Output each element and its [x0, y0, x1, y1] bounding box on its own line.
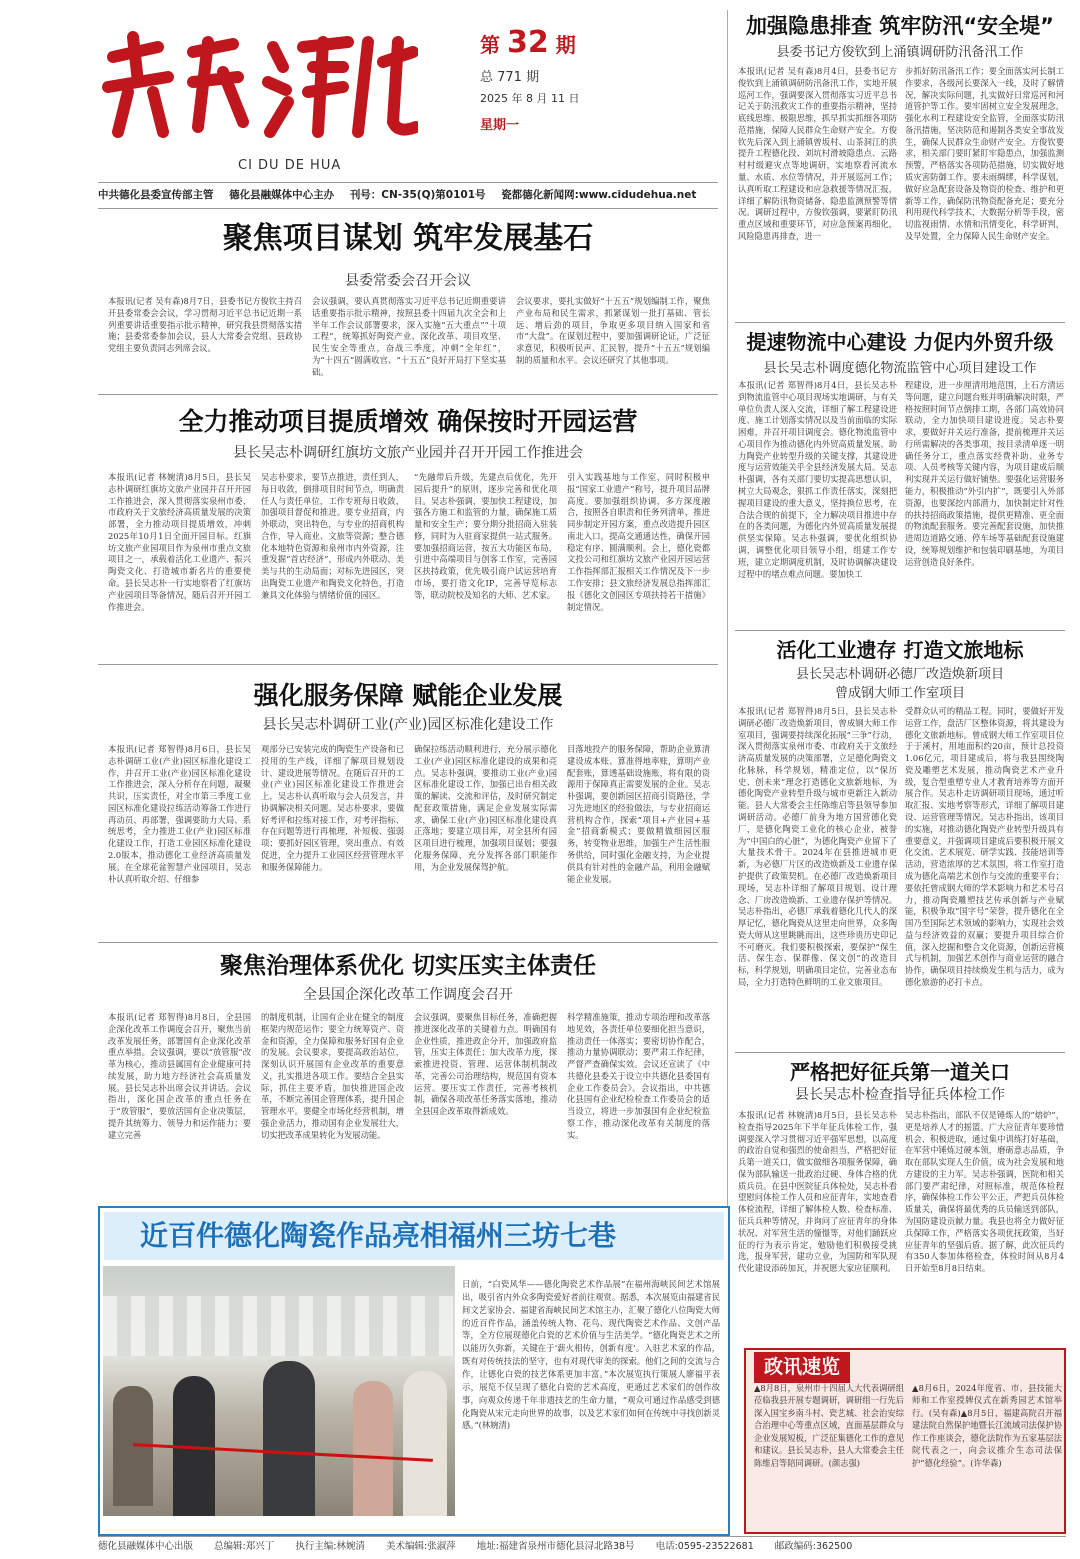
footer [98, 1540, 1058, 1553]
divider [98, 182, 718, 183]
article-r2-col: 程建设，进一步厘清用地范围，上石方清运等问题，建立问题台账并明确解决时限，严格按照时间节点倒排工期，各部门高效协同联动，全力加快项目建设进度。吴志朴要求，要做好并关运行准备，提前梳理并关运行所需解决的各类事项，按目录清单逐一明确任务分工，重点落实经费补助、业务专项、人员考核等关键内容，为项目建成后顺利实现并关运行做好铺垫。要强化运营服务能力，积极推动“外引内扩”，既要引入外部资源，也要深挖内部潜力，加快制定针对性的扶持招商政策措施，提供更精准、更全面的物流配套服务。要完善配套设施，加快推进周边道路交通、停车场等基础配套设施建设，统筹规划维护和包装印刷基地，为项目运营创造良好条件。 [905, 380, 1064, 567]
article-a1-col: 会议强调，要认真贯彻落实习近平总书记近期重要讲话重要指示批示精神，按照县委十四届九次全会和上半年工作会议部署要求，深入实施“五大重点”“十项工程”，统筹抓好陶瓷产业、深化改革、项目攻坚、民生安全等重点，奋战三季度，冲刺“全年红”，为“十四五”圆满收官、“十五五”良好开局打下坚实基础。 [312, 296, 506, 377]
article-r3-col: 受群众认可的精品工程。同时，要做好开发运营工作，盘活厂区整体资源，将其建设为德化文旅新地标。曾成钢大师工作室项目位于于溪村，用地面积约20亩，预计总投资1.06亿元，项目建成后，将与我县围绕陶瓷及雕塑艺术发展，推动陶瓷艺术产业升级，复合型重塑专业人才教育培养等方面开展合作。吴志朴走访调研项目现场，通过听取汇报、实地考察等形式，详细了解项目建设、运营管理等情况。吴志朴指出，该项目的实施，对推动德化陶瓷产业转型升级具有重要意义，并强调项目建成后要积极开展文化交流、艺术展览、研学实践、技能培训等活动，营造浓厚的艺术氛围，将工作室打造成为德化高端艺术创作与交流的重要平台；要依托曾成钢大师的学术影响力和艺术号召力，推动陶瓷雕塑技艺传承创新与产业赋能，积极争取“国字号”荣誉，提升德化在全国乃至国际艺术领域的影响力，实现社会效益与经济效益的双赢；要提升项目综合价值，深入挖掘和整合文化资源，创新运营模式与机制，加强艺术创作与商业运营的融合协作，确保项目持续焕发生机与活力，成为德化旅游的必打卡点。 [905, 706, 1064, 987]
feature-banner-title: 近百件德化陶瓷作品亮相福州三坊七巷 [104, 1212, 724, 1260]
news-flash-right: ▲8月6日，2024年度省、市、县技能大师和工作室授牌仪式在新秀园艺术馆举行。(吴有森)▲8月5日，福建高院召开福建法院自然保护地暨长江流域司法保护协作工作座谈会，德化法院作为五家基层法院代表之一，向会议推介生态司法保护“德化经验”。(许华森) [912, 1383, 1062, 1468]
footer-chief-editor: 总编辑:郑兴丁 [214, 1541, 275, 1552]
article-a4-col: 会议强调，要聚焦目标任务，准确把握推进深化改革的关键着力点。明确国有企业性质，推进政企分开，加强政府监管，压实主体责任；加大改革力度，探索推进投资、管理、运营体制机制改革，完善公司治理结构，规范国有资本运营。要压实工作责任，完善考核机制，确保各项改革任务落实落地，推动全县国企改革取得新成效。 [414, 1012, 557, 1117]
issue-number: 第 32 期 [480, 25, 576, 60]
issue-date: 2025 年 8 月 11 日 [480, 92, 580, 106]
visitor-figure [403, 1371, 447, 1516]
visitor-figure [353, 1381, 393, 1516]
article-r4-col: 本报讯(记者 林婉清)8月5日，县长吴志朴检查指导2025年下半年征兵体检工作，强调要深入学习贯彻习近平强军思想，以高度的政治自觉和强烈的使命担当，严格把好征兵第一道关口，做实做细各项服务保障，确保为部队输送一批政治过硬、身体合格的优质兵员。在县中医院征兵体检处，吴志朴看望慰问体检工作人员和应征青年，实地查看体检流程，详细了解体检人数、检查标准、征兵兵种等情况，并询问了应征青年的身体状况、对军营生活的憧憬等，对他们踊跃应征的行为表示肯定，勉励他们积极接受挑选，报身军营，建功立业，为国防和军队现代化建设添砖加瓦，并祝愿大家应征顺利。 [738, 1110, 897, 1274]
divider [735, 322, 1065, 323]
headline-a1: 聚焦项目谋划 筑牢发展基石 [222, 221, 594, 256]
article-a3-col: 确保拉练活动顺利进行，充分展示德化工业(产业)园区标准化建设的成果和亮点。吴志朴强调，要推动工业(产业)园区标准化建设工作，加强已出台相关政策的解读、交流和评估，及时研究制定配套政策措施，满足企业发展实际需求，确保工业(产业)园区标准化建设真正落地；要建立项目库，对全县所有园区项目进行梳理，加强项目谋划；要强化服务保障，充分发挥各部门职能作用，为企业发展保驾护航。 [414, 744, 557, 872]
masthead-pinyin: CI DU DE HUA [238, 158, 342, 173]
article-a4-body [108, 1012, 710, 1194]
footer-art-editor: 美术编辑:张淑萍 [386, 1541, 456, 1552]
visitor-figure [263, 1361, 315, 1516]
registration-code: 刊号：CN-35(Q)第0101号 [349, 189, 486, 201]
article-a2-col: 引入实践基地与工作室，同时积极申报“国家工业遗产”称号，提升项目品牌高度。要加强组织协调，多方深度融合，按照各自职责和任务列清单，推进同步制定开园方案，重点改造提升园区南北入口，提高交通通达性，确保开园稳定有序、圆满顺利。会上，德化瓷都文投公司和红旗坊文旅产业园开园运营工作指挥部汇报相关工作情况及下一步工作安排；县文旅经济发展总指挥部汇报《德化文创园区专项扶持若干措施》制定情况。 [567, 472, 710, 612]
footer-exec-editor: 执行主编:林婉清 [295, 1541, 365, 1552]
article-a2-body [108, 472, 710, 654]
website[interactable]: 瓷都德化新闻网:www.cidudehua.net [501, 189, 697, 201]
headline-a3: 强化服务保障 赋能企业发展 [253, 681, 563, 710]
footer-telephone: 电话:0595-23522681 [655, 1541, 754, 1552]
article-r1-col: 步抓好防汛备汛工作；要全面落实河长制工作要求，各级河长要深入一线，及时了解情况，解决实际问题，扎实做好日常巡河和河道管护等工作。要牢固树立安全发展理念，强化水利工程建设安全监管，全面落实防汛备汛措施，坚决防范和遏制各类安全事故发生，确保人民群众生命财产安全。方俊钦要求，相关部门要盯紧盯牢隐患点，加强监测预警，严格落实各项防范措施，切实做好地质灾害防御工作。要未雨绸缪，科学谋划，做好应急配套设备及物资的检查、维护和更新等工作，确保防汛物资配备充足；要充分利用现代科学技术，大数据分析等手段，密切监视雨情、水情和汛情变化，科学研判，及早处置，全力保障人民生命财产安全。 [905, 66, 1064, 241]
publication-info-bar [98, 188, 718, 203]
exhibition-photo [103, 1266, 455, 1516]
article-a4-col: 的制度机制，让国有企业在健全的制度框架内规范运作；要全力统筹资产、资金和资源，全力保障和服务好国有企业的发展。会议要求，要提高政治站位，深刻认识开展国有企业改革的重要意义，扎实推进各项工作。要结合全县实际，抓住主要矛盾，加快推进国企改革，不断完善国企管理体系，提升国企管理水平。要健全市场化经营机制，增强企业活力，推动国有企业发展壮大，切实把改革成果转化为发展动能。 [261, 1012, 404, 1140]
subheadline-r3-line2: 曾成钢大师工作室项目 [834, 686, 965, 701]
article-r1-col: 本报讯(记者 吴有森)8月4日，县委书记方俊钦到上涌镇调研防汛备汛工作，实地开展巡河工作，强调要深入贯彻落实习近平总书记关于防汛救灾工作的重要指示精神，坚持底线思维、极限思维，抓早抓实抓细各项防范措施，保障人民群众生命财产安全。方俊钦先后深入到上涌镇曾坂村、山茶洞江的洪提升工程德化段、刘坑村滑坡隐患点、云路村村级避灾点等地调研，实地察看河流水量、水质、水位等情况，并开展巡河工作；认真听取工程建设和应急救援等情况汇报，详细了解防汛物资储备、隐患监测预警等情况。调研过程中，方俊钦强调，要紧盯防汛重点区域和重要环节，对应急预案再细化，风险隐患再排查，进一 [738, 66, 897, 241]
divider [98, 208, 718, 209]
news-flash-left: ▲8月8日，泉州市十四届人大代表调研组莅临我县开展专题调研，调研组一行先后深入国宝乡南斗村、瓷艺城、社会治安综合治理中心等重点区域，直面基层群众与企业发展短板，广泛征集德化工作的意见和建议。县长吴志朴，县人大常委会主任陈维启等陪同调研。(颜志强) [754, 1383, 904, 1468]
headline-a4: 聚焦治理体系优化 切实压实主体责任 [219, 953, 596, 979]
article-r1-body [738, 66, 1064, 316]
footer-zipcode: 邮政编码:362500 [774, 1541, 853, 1552]
headline-r3: 活化工业遗存 打造文旅地标 [776, 638, 1024, 662]
footer-publisher: 德化县融媒体中心出版 [98, 1541, 194, 1552]
subheadline-r4: 县长吴志朴检查指导征兵体检工作 [795, 1087, 1005, 1103]
article-a3-body [108, 744, 710, 934]
article-a2-col: 吴志朴要求，要节点推进，责任到人，每日收敛，倒排项目时间节点，明确责任人与责任单位，工作专班每日收敛，加强项目督促和推进。要专业招商，内外联动，突出特色，与专业的招商机构合作，导入商业、文旅等资源；整合德化本地特色资源和泉州市内外资源，注重发掘“首店经济”，形成内外联动、美美与共的生动局面；对标先进园区，突出陶瓷工业遗产和陶瓷文化特色，打造兼具文化体验与情绪价值的园区。 [261, 472, 404, 600]
subheadline-a1: 县委常委会召开会议 [345, 273, 471, 289]
masthead-logo [98, 22, 418, 142]
weekday: 星期一 [480, 117, 520, 133]
divider [735, 1052, 1065, 1053]
article-a2-col: “先融带后升级，先建点后优化，先开园后提升”的原则，逐步完善和优化项目。吴志朴强调，要加快工程建设，加强各方施工和监管的力量，确保施工质量和安全生产；要分期分批招商入驻装修，同时为入驻商家提供一站式服务。要加强招商运营，按五大功能区布局，引进中高端项目与创客工作室，完善园区扶持政策，优先吸引商户试运营培育市场，要打造文化IP，完善导览标志等，联动院校及知名的大师、艺术家。 [414, 472, 557, 600]
headline-r1: 加强隐患排查 筑牢防汛“安全堤” [746, 14, 1054, 38]
feature-banner-text: 日前，“白瓷风华——德化陶瓷艺术作品展”在福州海峡民间艺术馆展出，吸引省内外众多陶瓷爱好者前往观赏。据悉，本次展览由福建省民间文艺家协会、福建省海峡民间艺术馆主办，汇聚了德化八位陶瓷大师的近百件作品，涵盖传统人物、花鸟、现代陶瓷艺术作品、文创产品等，全方位展现德化白瓷的艺术价值与生活美学。“德化陶瓷艺术之所以能历久弥新，关键在于‘薪火相传，创新有度’。入驻艺术家的作品，既有对传统技法的坚守，也有对现代审美的探索。他们之间的交流与合作，让德化白瓷的技艺体系更加丰富。”本次展览执行策展人廖福平表示，展览不仅呈现了德化白瓷的艺术高度，更通过艺术家们的创作故事，向观众传递千年非遗技艺的生命力量，“观众可通过作品感受到德化陶瓷从宋元走向世界的故事，以及艺术家们如何在传统中寻找创新灵感。”(林婉清) [462, 1279, 720, 1431]
article-a1-col: 本报讯(记者 吴有森)8月7日，县委书记方俊钦主持召开县委常委会会议，学习贯彻习近平总书记近期一系列重要讲话重要指示批示精神，研究我县贯彻落实措施；县委常委参加会议，县人大常委会党组、县政协党组主要负责同志列席会议。 [108, 296, 302, 354]
divider [98, 1536, 1066, 1537]
article-r4-col: 吴志朴指出，部队不仅是锤炼人的“熔炉”，更是培养人才的摇篮。广大应征青年要珍惜机会、积极进取，通过集中训练打好基础，在军营中锤炼过硬本领，磨砺意志品质，争取在部队实现人生价值，成为社会发展和地方建设的主力军。吴志朴强调，医院和相关部门要严肃纪律，对照标准，规范体检程序，确保体检工作公平公正，严把兵员体检质量关，确保将最优秀的兵员输送到部队，为国防建设贡献力量。我县也将全力做好征兵保障工作，严格落实各项优抚政策，当好应征青年的坚强后盾。据了解，此次征兵约有350人参加体格检查，体检时间从8月4日开始至8月8日结束。 [905, 1110, 1064, 1274]
divider [735, 630, 1065, 631]
subheadline-r3: 县长吴志朴调研必德厂改造焕新项目 [795, 667, 1004, 682]
article-a4-col: 科学精准施策，推动专项治理和改革落地见效，各责任单位要细化担当意识，推动责任一体落实；要密切协作配合，推动力量协调联动；要严肃工作纪律，严督严查确保实效。会议还宣读了《中共德化县委关于设立中共德化县委国有企业工作委员会》。会议指出，中共德化县国有企业纪检检查工作委员会的适当设立，将进一步加强国有企业纪检监察工作，推动深化改革有关制度的落实。 [567, 1012, 710, 1140]
host: 德化县融媒体中心主办 [229, 189, 335, 201]
article-a3-col: 观部分已安装完成的陶瓷生产设备和已投用的生产线，详细了解项目规划设计、建设进展等情况。在随后召开的工业(产业)园区标准化建设工作推进会上，吴志朴认真听取与会人员发言，并协调解决相关问题。吴志朴要求，要做好考评和拉练对接工作，对考评指标、存在问题等进行再梳理，补短板、强弱项；要抓好园区管理，突出重点、有效促进，全力提升工业园区经营管理水平和服务保障能力。 [261, 744, 404, 872]
article-r4-body [738, 1110, 1064, 1340]
article-r2-body [738, 380, 1064, 624]
headline-r4: 严格把好征兵第一道关口 [790, 1060, 1010, 1084]
total-issue: 总 771 期 [480, 69, 540, 85]
subheadline-a3: 县长吴志朴调研工业(产业)园区标准化建设工作 [262, 717, 554, 733]
subheadline-a2: 县长吴志朴调研红旗坊文旅产业园并召开开园工作推进会 [233, 445, 583, 461]
article-a2-col: 本报讯(记者 林婉清)8月5日，县长吴志朴调研红旗坊文旅产业园并召开开园工作推进会，深入贯彻落实泉州市委、市政府关于文旅经济高质量发展的决策部署，全力推动项目提质增效，冲刺2025年10月1日全面开园目标。红旗坊文旅产业园项目作为泉州市重点文旅项目之一，承载着活化工业遗产、振兴陶瓷文化、打造城市新名片的重要使命。县长吴志朴一行实地察看了红旗坊产业园项目等备情况，随后召开开园工作推进会。 [108, 472, 251, 612]
news-flash-box [744, 1348, 1066, 1534]
article-r2-col: 本报讯(记者 郑智得)8月4日，县长吴志朴到物流监管中心项目现场实地调研，与有关单位负责人深入交流，详细了解工程建设进度、施工计划落实情况以及当前面临的实际困难，并召开项目调度会。德化物流监管中心项目作为推动德化内外贸高质量发展、助力陶瓷产业转型升级的关键支撑，其建设进度与运营效能关乎全县经济发展大局。吴志朴强调，各有关部门要切实提高思想认识，树立大局观念，狠抓工作责任落实，深刻把握项目建设的重大意义，坚持换位思考，在合法合规的前提下，全力解决项目推进中存在的各类问题，为德化内外贸高质量发展提供坚实保障。吴志朴强调，要优化组织协调，调整优化项目领导小组，组建工作专班，建立定期调度机制，及时协调解决建设过程中的堵点难点问题。要加快工 [738, 380, 897, 579]
article-a3-col: 目落地投产的服务保障，帮助企业算清建设成本账、算准得地率账，算明产业配套账，算透基础设施账，将有限的资源用于保障真正需要发展的企业。吴志朴强调，要创新园区招商引资路径，学习先进地区的经验做法，与专业招商运营机构合作，探索“项目+产业园+基金”招商新模式；要做精做细园区服务，转变物业思维，加强生产生活性服务供给，同时强化金融支持，为企业提供具有针对性的金融产品，利用金融赋能企业发展。 [567, 744, 710, 884]
subheadline-r1: 县委书记方俊钦到上涌镇调研防汛备汛工作 [776, 45, 1024, 60]
article-r3-col: 本报讯(记者 郑智得)8月5日，县长吴志朴调研必德厂改造焕新项目，曾成钢大师工作室项目，强调要持续深化拓展“三争”行动，深入贯彻落实泉州市委、市政府关于文旅经济高质量发展的决策部署，立足德化陶瓷文化脉脉，科学规划，精准定位，以“保历史、创未来”理念打造德化文旅新地标，为德化陶瓷产业转型升级与城市更新注入新动能。县人大常委会主任陈维启等县领导参加调研活动。必德厂前身为地方国营德化瓷厂，是德化陶瓷工业化的核心企业，被誉为“中国白的心脏”，为德化陶瓷产业留下了大量技术骨干。2024年在县推进城市更新，为必德厂片区的改造焕新及工业遗存保护提供了政策契机。在必德厂改造焕新项目现场，吴志朴详细了解项目规划、设计理念、厂房改造焕新、工业遗存保护等情况。吴志朴指出，必德厂承载着德化几代人的深厚记忆，德化陶瓷从这里走向世界，众多陶瓷大师从这里眺眺而出，这些珍贵历史印记不可磨灭。我们要积极探索，要保护“保生活、保生态、保群像、保文创”的改造目标，科学规划，明确项目定位，完善业态布局，全力打造特色鲜明的工业文旅项目。 [738, 706, 897, 987]
news-flash-title: 政讯速览 [754, 1352, 850, 1383]
ceramics-shelf [103, 1296, 455, 1356]
article-a3-col: 本报讯(记者 郑智得)8月6日，县长吴志朴调研工业(产业)园区标准化建设工作，并召开工业(产业)园区标准化建设工作推进会，深入分析存在问题，凝聚共识，压实责任，对全市第三季度工业园区标准化建设拉练活动筹备工作进行再动员、再部署，强调要助力大局、系统思考，全力推进工业(产业)园区标准化建设工作，打造工业园区标准化建设2.0版本，推动德化工业经济高质量发展。在全球花盆智慧产业园项目，吴志朴认真听取介绍、仔细参 [108, 744, 251, 884]
issue-info [480, 22, 610, 162]
footer-address: 地址:福建省泉州市德化县浔北路38号 [476, 1541, 635, 1552]
article-r3-body [738, 706, 1064, 1046]
subheadline-r2: 县长吴志朴调度德化物流监管中心项目建设工作 [763, 361, 1037, 376]
divider [98, 394, 718, 395]
headline-a2: 全力推动项目提质增效 确保按时开园运营 [178, 407, 638, 436]
article-a1-body [108, 296, 710, 388]
divider [98, 664, 718, 665]
divider [98, 942, 718, 943]
subheadline-a4: 全县国企深化改革工作调度会召开 [303, 987, 513, 1003]
sponsor: 中共德化县委宣传部主管 [98, 189, 214, 201]
article-a1-col: 会议要求，要扎实做好“十五五”规划编制工作，聚焦产业布局和民生需求，抓紧谋划一批打基础、管长远、增后劲的项目，争取更多项目纳入国家和省市“大盘”。在谋划过程中，要加强调研论证，广泛征求意见，积极听民声、汇民智，提升“十五五”规划编制的质量和水平。会议还研究了其他事项。 [516, 296, 710, 365]
article-a4-col: 本报讯(记者 郑智得)8月8日，全县国企深化改革工作调度会召开，聚焦当前改革发展任务，部署国有企业深化改革重点举措。会议强调，要以“放管服”改革为核心，推动县属国有企业健康可持续发展，助力地方经济社会高质量发展。县长吴志朴出席会议并讲话。会议指出，深化国企改革的重点任务在于“放管服”，要放活国有企业决策层，提升其统筹力、领导力和运作能力；要建立完善 [108, 1012, 251, 1140]
headline-r2: 提速物流中心建设 力促内外贸升级 [746, 330, 1054, 354]
